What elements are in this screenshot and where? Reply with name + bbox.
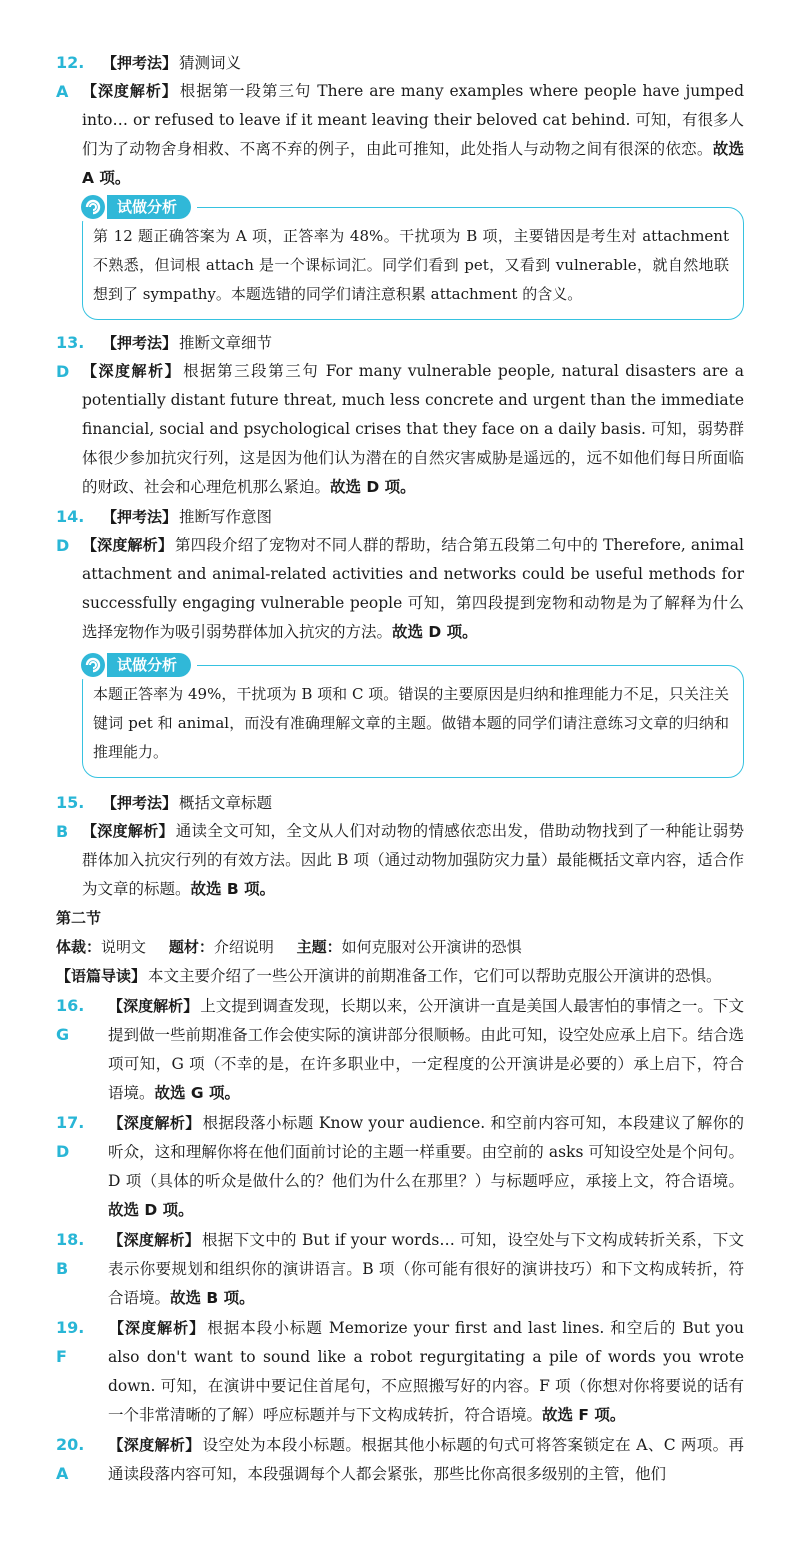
method-text: 概括文章标题	[179, 794, 273, 812]
question-16	[56, 991, 744, 1108]
analysis-tag: 【深度解析】	[108, 1114, 201, 1132]
question-18	[56, 1225, 744, 1313]
analysis-paragraph	[82, 357, 744, 502]
method-tag: 【押考法】	[102, 508, 178, 526]
try-analysis-text: 第 12 题正确答案为 A 项，正答率为 48%。干扰项为 B 项，主要错因是考生对 attachment 不熟悉，但词根 attach 是一个课标词汇。同学们看到 pet，又看到 vulnerable，就自然地联想到了 sympathy。本题选错的同学们请注意积累 attachment 的含义。	[93, 227, 729, 303]
question-14	[56, 502, 744, 647]
section-title: 第二节	[56, 909, 102, 927]
analysis-text: 根据本段小标题 Memorize your first and last lines. 和空后的 But you also don't want to sound like a robot regurgitating a pile of words you wrote down. 可知，在演讲中要记住首尾句，不应照搬写好的内容。F 项（你想对你将要说的话有一个非常清晰的了解）呼应标题并与下文构成转折，符合语境。	[108, 1319, 744, 1424]
question-17	[56, 1108, 744, 1225]
try-analysis-box-2	[82, 656, 744, 778]
analysis-text: 根据第一段第三句 There are many examples where people have jumped into… or refused to leave if it meant leaving their beloved cat behind. 可知，有很多人们为了动物舍身相救、不离不弃的例子，由此可推知，此处指人与动物之间有很深的依恋。	[82, 82, 744, 158]
analysis-paragraph	[108, 1109, 744, 1225]
guide-tag: 【语篇导读】	[56, 967, 147, 985]
analysis-text: 根据段落小标题 Know your audience. 和空前内容可知，本段建议了解你的听众，这和理解你将在他们面前讨论的主题一样重要。由空前的 asks 可知设空处是个问句。D 项（具体的听众是做什么的？他们为什么在那里？）与标题呼应，承接上文，符合语境。	[108, 1114, 744, 1190]
analysis-tag: 【深度解析】	[82, 82, 178, 100]
genre-label: 体裁：	[56, 938, 102, 956]
answer-conclusion: 故选 A 项。	[82, 140, 744, 187]
question-20	[56, 1430, 744, 1489]
analysis-text: 设空处为本段小标题。根据其他小标题的句式可将答案锁定在 A、C 两项。再通读段落内容可知，本段强调每个人都会紧张，那些比你高很多级别的主管，他们	[108, 1436, 744, 1483]
theme-label: 主题：	[296, 938, 342, 956]
analysis-text: 第四段介绍了宠物对不同人群的帮助，结合第五段第二句中的 Therefore, animal attachment and animal-related activities and networks could be useful methods for successfully engaging vulnerable people 可知，第四段提到宠物和动物是为了解释为什么选择宠物作为吸引弱势群体加入抗灾的方法。	[82, 536, 744, 641]
question-number: 15. B	[56, 793, 85, 841]
analysis-tag: 【深度解析】	[108, 1319, 206, 1337]
question-15	[56, 788, 744, 904]
question-number: 16. G	[56, 996, 85, 1044]
method-text: 推断写作意图	[179, 508, 273, 526]
topic-label: 题材：	[168, 938, 214, 956]
question-number: 13. D	[56, 333, 85, 381]
answer-conclusion: 故选 D 项。	[108, 1201, 194, 1219]
analysis-tag: 【深度解析】	[82, 536, 174, 554]
method-text: 推断文章细节	[179, 334, 273, 352]
method-tag: 【押考法】	[102, 334, 178, 352]
answer-conclusion: 故选 B 项。	[190, 880, 276, 898]
answer-conclusion: 故选 B 项。	[170, 1289, 255, 1307]
answer-conclusion: 故选 D 项。	[330, 478, 416, 496]
answer-conclusion: 故选 D 项。	[392, 623, 478, 641]
question-number: 20. A	[56, 1435, 85, 1483]
method-tag: 【押考法】	[102, 794, 178, 812]
analysis-tag: 【深度解析】	[108, 997, 199, 1015]
analysis-tag: 【深度解析】	[82, 822, 174, 840]
question-number: 12. A	[56, 53, 85, 101]
analysis-tag: 【深度解析】	[82, 362, 182, 380]
question-number: 19. F	[56, 1318, 85, 1366]
topic-value: 介绍说明	[213, 938, 274, 956]
question-number: 18. B	[56, 1230, 85, 1278]
try-analysis-label	[79, 651, 197, 679]
passage-guide	[56, 962, 744, 991]
analysis-text: 上文提到调查发现，长期以来，公开演讲一直是美国人最害怕的事情之一。下文提到做一些前期准备工作会使实际的演讲部分很顺畅。由此可知，设空处应承上启下。结合选项可知，G 项（不幸的是，在许多职业中，一定程度的公开演讲是必要的）承上启下，符合语境。	[108, 997, 744, 1102]
question-13	[56, 328, 744, 502]
analysis-paragraph	[82, 77, 744, 193]
method-text: 猜测词义	[179, 54, 242, 72]
genre-value: 说明文	[101, 938, 147, 956]
try-analysis-label	[79, 193, 197, 221]
answer-conclusion: 故选 G 项。	[154, 1084, 241, 1102]
analysis-paragraph	[108, 1431, 744, 1489]
question-12	[56, 48, 744, 193]
analysis-paragraph	[108, 1314, 744, 1430]
try-analysis-title: 试做分析	[107, 195, 191, 219]
method-tag: 【押考法】	[102, 54, 178, 72]
analysis-text: 根据第三段第三句 For many vulnerable people, natural disasters are a potentially distant future threat, much less concrete and urgent than the immediate financial, social and psychological crises that they face on a daily basis. 可知，弱势群体很少参加抗灾行列，这是因为他们认为潜在的自然灾害威胁是遥远的，远不如他们每日所面临的财政、社会和心理危机那么紧迫。	[82, 362, 744, 496]
try-analysis-text: 本题正答率为 49%，干扰项为 B 项和 C 项。错误的主要原因是归纳和推理能力不足，只关注关键词 pet 和 animal，而没有准确理解文章的主题。做错本题的同学们请注意练习文章的归纳和推理能力。	[93, 685, 729, 761]
analysis-tag: 【深度解析】	[108, 1436, 201, 1454]
analysis-text: 通读全文可知，全文从人们对动物的情感依恋出发，借助动物找到了一种能让弱势群体加入抗灾行列的有效方法。因此 B 项（通过动物加强防灾力量）最能概括文章内容，适合作为文章的标题。	[82, 822, 744, 898]
try-analysis-title: 试做分析	[107, 653, 191, 677]
passage-meta	[56, 933, 744, 962]
analysis-paragraph	[82, 817, 744, 904]
analysis-paragraph	[108, 992, 744, 1108]
try-analysis-box-1	[82, 198, 744, 320]
analysis-paragraph	[82, 531, 744, 647]
question-number: 17. D	[56, 1113, 85, 1161]
theme-value: 如何克服对公开演讲的恐惧	[341, 938, 522, 956]
analysis-paragraph	[108, 1226, 744, 1313]
analysis-tag: 【深度解析】	[108, 1231, 201, 1249]
question-number: 14. D	[56, 507, 85, 555]
guide-text: 本文主要介绍了一些公开演讲的前期准备工作，它们可以帮助克服公开演讲的恐惧。	[148, 967, 722, 985]
answer-conclusion: 故选 F 项。	[542, 1406, 626, 1424]
analysis-text: 根据下文中的 But if your words… 可知，设空处与下文构成转折关系，下文表示你要规划和组织你的演讲语言。B 项（你可能有很好的演讲技巧）和下文构成转折，符合语境。	[108, 1231, 744, 1307]
question-19	[56, 1313, 744, 1430]
